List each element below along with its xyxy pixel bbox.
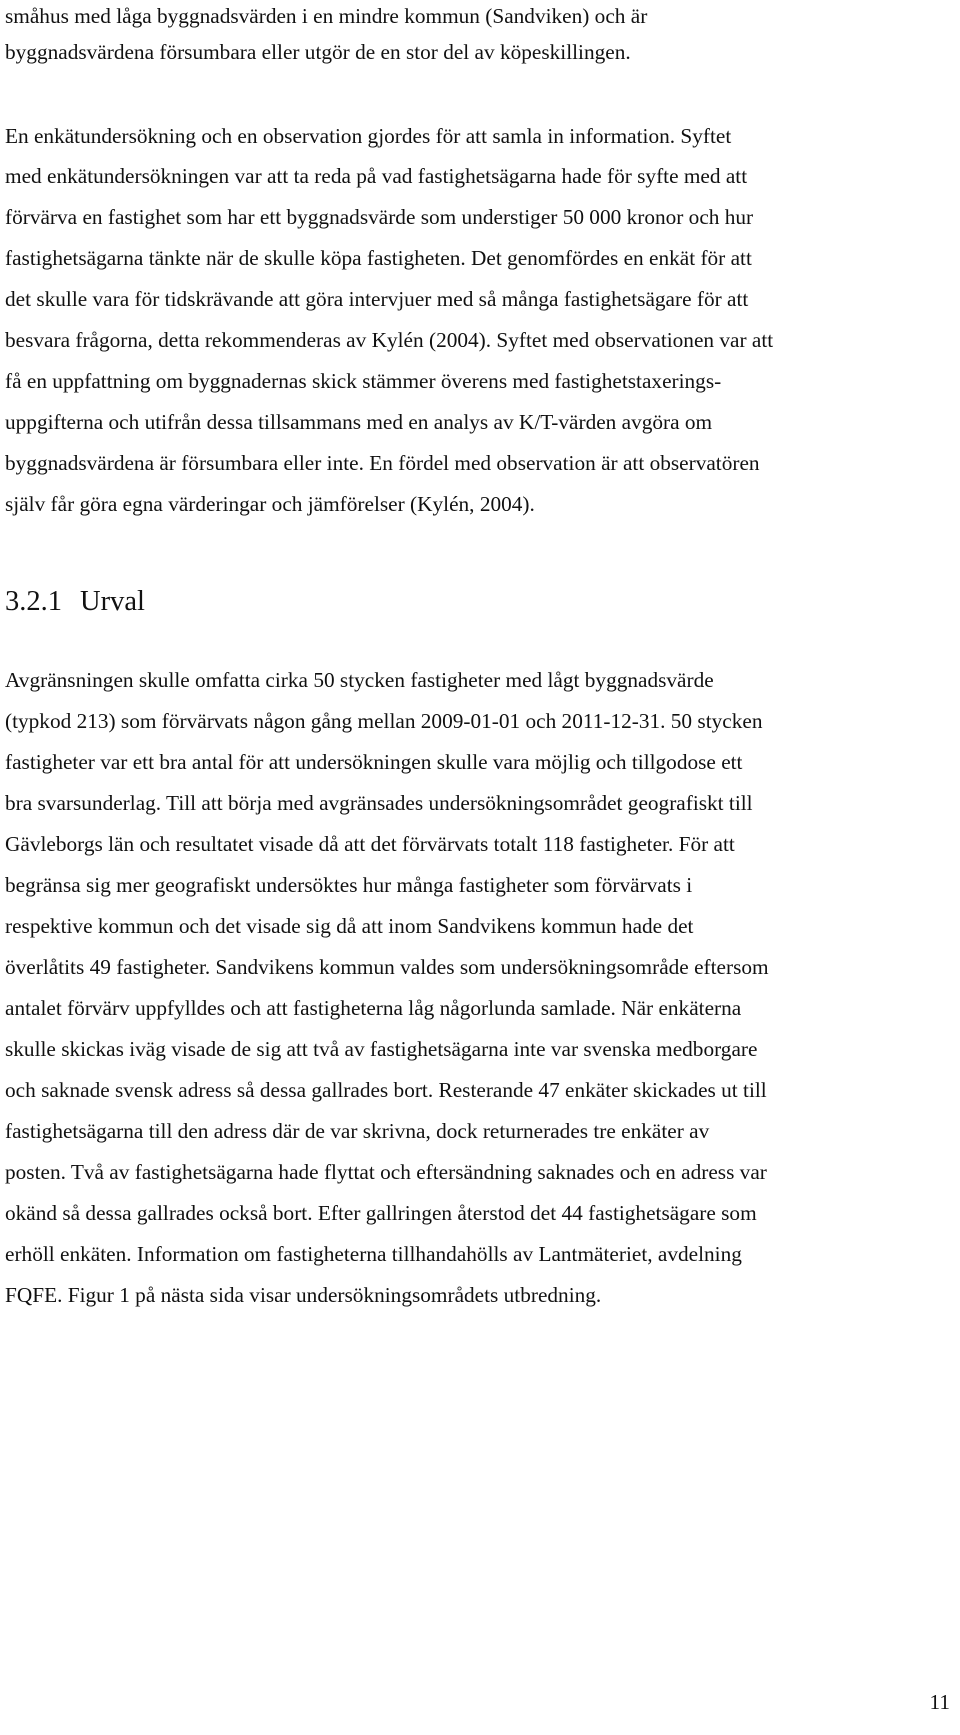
- paragraph-method-line: besvara frågorna, detta rekommenderas av Kylén (2004). Syftet med observationen var att: [5, 328, 774, 352]
- paragraph-method-line: förvärva en fastighet som har ett byggnadsvärde som understiger 50 000 kronor och hur: [5, 205, 754, 229]
- section-title: Urval: [80, 586, 145, 617]
- paragraph-urval-line: fastigheter var ett bra antal för att undersökningen skulle vara möjlig och tillgodose ett: [5, 750, 743, 774]
- paragraph-urval-line: posten. Två av fastighetsägarna hade flyttat och eftersändning saknades och en adress var: [5, 1160, 767, 1184]
- section-number: 3.2.1: [5, 586, 62, 617]
- paragraph-method-line: uppgifterna och utifrån dessa tillsammans med en analys av K/T-värden avgöra om: [5, 410, 713, 434]
- paragraph-urval-line: Avgränsningen skulle omfatta cirka 50 stycken fastigheter med lågt byggnadsvärde: [5, 668, 714, 692]
- paragraph-intro-line: byggnadsvärdena försumbara eller utgör de en stor del av köpeskillingen.: [5, 40, 631, 64]
- paragraph-urval-line: respektive kommun och det visade sig då att inom Sandvikens kommun hade det: [5, 914, 694, 938]
- paragraph-method-line: byggnadsvärdena är försumbara eller inte. En fördel med observation är att observatören: [5, 451, 760, 475]
- paragraph-method-line: själv får göra egna värderingar och jämförelser (Kylén, 2004).: [5, 492, 535, 516]
- section-heading: [5, 584, 145, 620]
- paragraph-urval-line: (typkod 213) som förvärvats någon gång mellan 2009-01-01 och 2011-12-31. 50 stycken: [5, 709, 763, 733]
- paragraph-method-line: fastighetsägarna tänkte när de skulle köpa fastigheten. Det genomfördes en enkät för att: [5, 246, 752, 270]
- paragraph-method-line: få en uppfattning om byggnadernas skick stämmer överens med fastighetstaxerings-: [5, 369, 722, 393]
- paragraph-urval-line: antalet förvärv uppfylldes och att fastigheterna låg någorlunda samlade. När enkäterna: [5, 996, 742, 1020]
- paragraph-urval-line: bra svarsunderlag. Till att börja med avgränsades undersökningsområdet geografiskt till: [5, 791, 753, 815]
- page-number: 11: [929, 1690, 950, 1714]
- paragraph-urval-line: erhöll enkäten. Information om fastigheterna tillhandahölls av Lantmäteriet, avdelning: [5, 1242, 742, 1266]
- paragraph-urval-line: okänd så dessa gallrades också bort. Efter gallringen återstod det 44 fastighetsägare som: [5, 1201, 757, 1225]
- paragraph-urval-line: skulle skickas iväg visade de sig att två av fastighetsägarna inte var svenska medborgare: [5, 1037, 758, 1061]
- paragraph-urval-line: överlåtits 49 fastigheter. Sandvikens kommun valdes som undersökningsområde eftersom: [5, 955, 769, 979]
- paragraph-urval-line: och saknade svensk adress så dessa gallrades bort. Resterande 47 enkäter skickades ut till: [5, 1078, 767, 1102]
- paragraph-urval-line: begränsa sig mer geografiskt undersöktes hur många fastigheter som förvärvats i: [5, 873, 693, 897]
- paragraph-method-line: med enkätundersökningen var att ta reda på vad fastighetsägarna hade för syfte med att: [5, 164, 748, 188]
- paragraph-urval-line: Gävleborgs län och resultatet visade då att det förvärvats totalt 118 fastigheter. För att: [5, 832, 735, 856]
- paragraph-intro-line: småhus med låga byggnadsvärden i en mindre kommun (Sandviken) och är: [5, 4, 648, 28]
- paragraph-urval-line: FQFE. Figur 1 på nästa sida visar undersökningsområdets utbredning.: [5, 1283, 602, 1307]
- paragraph-method-line: En enkätundersökning och en observation gjordes för att samla in information. Syftet: [5, 124, 732, 148]
- paragraph-urval-line: fastighetsägarna till den adress där de var skrivna, dock returnerades tre enkäter av: [5, 1119, 710, 1143]
- paragraph-method-line: det skulle vara för tidskrävande att göra intervjuer med så många fastighetsägare för att: [5, 287, 749, 311]
